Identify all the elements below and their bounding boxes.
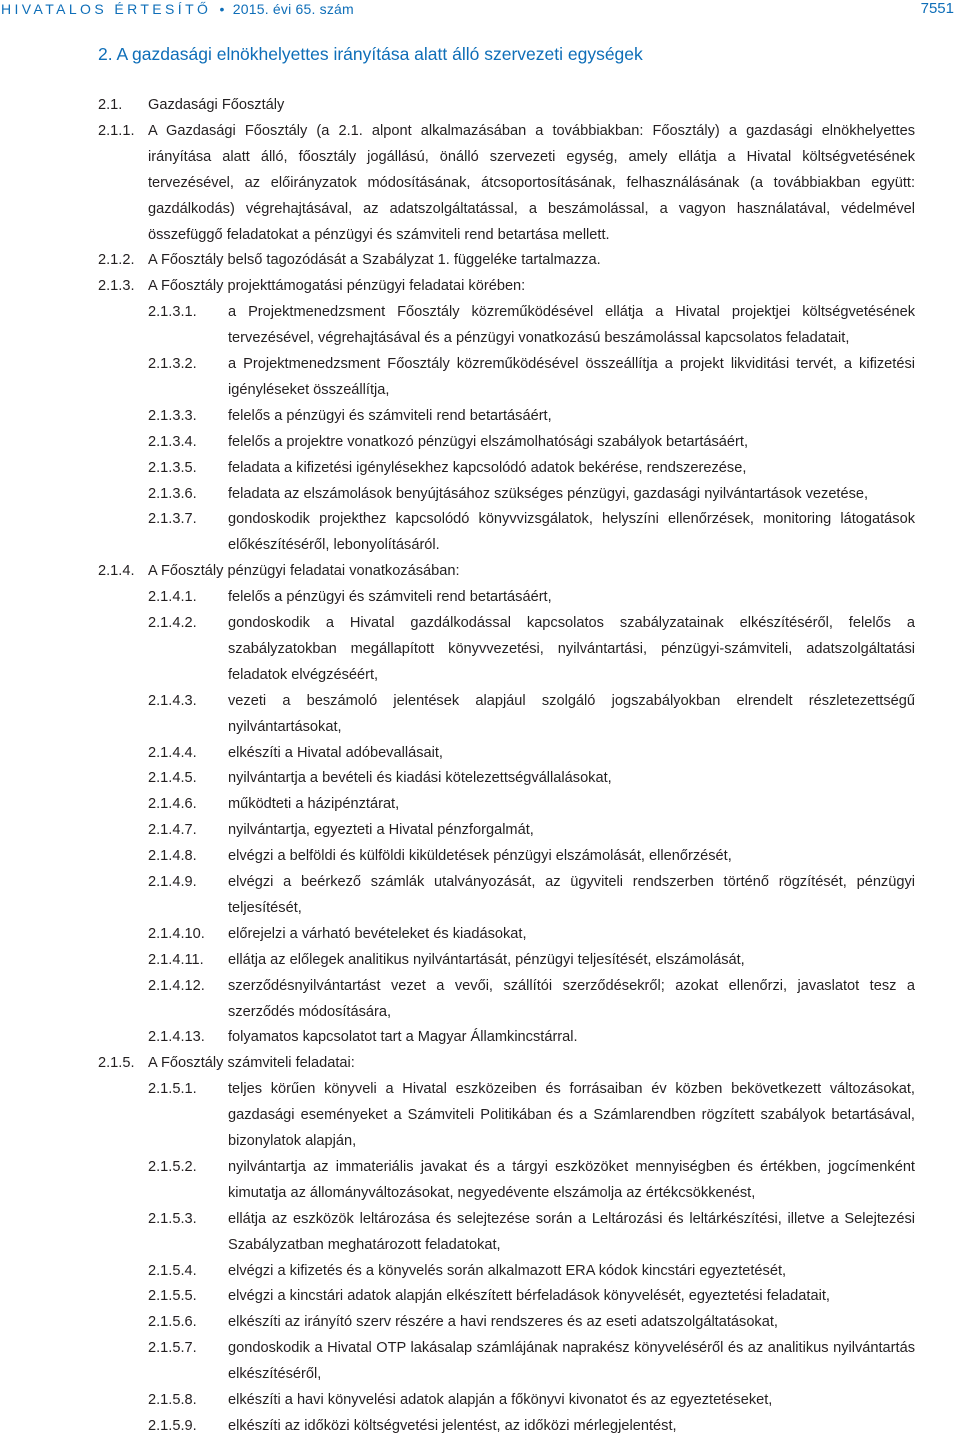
subitem-text-line: felelős a projektre vonatkozó pénzügyi elszámolhatósági szabályok betartásáért,	[228, 433, 748, 450]
subitem-number: 2.1.3.7.	[148, 511, 197, 528]
paragraph-number: 2.1.3.	[98, 278, 135, 295]
subitem-text-line: ellátja az eszközök leltározása és selejtezése során a Leltározási és leltárkészítési, illetve a Selejtezési	[228, 1210, 915, 1227]
subitem-number: 2.1.3.5.	[148, 459, 197, 476]
subitem-text-line: a Projektmenedzsment Főosztály közreműködésével összeállítja a projekt likviditási tervét, a kifizetési	[228, 356, 915, 372]
subitem-text-line: elvégzi a kincstári adatok alapján elkészített bérfeladások könyvelését, egyeztetési feladatait,	[228, 1288, 830, 1305]
subitem-number: 2.1.4.11.	[148, 951, 204, 968]
paragraph-text-line: A Gazdasági Főosztály (a 2.1. alpont alkalmazásában a továbbiakban: Főosztály) a gazdasági elnökhelyettes	[148, 122, 915, 139]
subitem-text-line: Szabályzatban meghatározott feladatokat,	[228, 1236, 501, 1253]
subitem-text-line: elkészíti az irányító szerv részére a havi rendszeres és az eseti adatszolgáltatásokat,	[228, 1314, 778, 1331]
subitem-number: 2.1.4.2.	[148, 615, 197, 631]
subitem-text-line: gondoskodik a Hivatal OTP lakásalap számlájának naprakész könyveléséről és az analitikus nyilvántartás	[228, 1340, 915, 1357]
section-heading-text-line: Gazdasági Főosztály	[148, 97, 285, 113]
subitem-text-line: igényléseket összeállítja,	[228, 381, 390, 398]
subitem-number: 2.1.4.12.	[148, 977, 205, 994]
running-header	[0, 0, 960, 22]
subitem-text-line: szabályzatokban megállapított könyvvezetési, nyilvántartási, pénzügyi-számviteli, adatszolgáltatási	[228, 640, 915, 657]
subitem-text-line: bizonylatok alapján,	[228, 1133, 357, 1149]
subitem-number: 2.1.5.2.	[148, 1158, 197, 1175]
subitem-number: 2.1.4.4.	[148, 744, 197, 761]
subitem-text-line: kimutatja az állományváltozásokat, negyedévente elszámolja az értékcsökkenést,	[228, 1184, 756, 1201]
subitem-text-line: feladata az elszámolások benyújtásához szükséges pénzügyi, gazdasági nyilvántartások vezetése,	[228, 485, 869, 502]
issue-info: 2015. évi 65. szám	[232, 1, 354, 17]
subitem-text-line: elvégzi a belföldi és külföldi kiküldetések pénzügyi elszámolását, ellenőrzését,	[228, 848, 732, 865]
running-title: HIVATALOS ÉRTESÍTŐ • 2015. évi 65. szám	[1, 1, 354, 17]
subitem-text-line: nyilvántartja, egyezteti a Hivatal pénzforgalmát,	[228, 822, 534, 839]
paragraph-text-line: A Főosztály belső tagozódását a Szabályzat 1. függeléke tartalmazza.	[148, 252, 601, 269]
subitem-number: 2.1.5.8.	[148, 1392, 197, 1408]
paragraph-text-line: tervezésével, az előirányzatok módosításának, átcsoportosításának, felhasználásának (a továbbiakban együtt:	[148, 174, 915, 191]
page-number: 7551	[920, 0, 954, 17]
subitem-text-line: feladatok elvégzéséért,	[228, 666, 379, 683]
paragraph-number: 2.1.4.	[98, 563, 135, 580]
subitem-number: 2.1.5.7.	[148, 1340, 197, 1357]
subitem-number: 2.1.4.5.	[148, 770, 197, 787]
subitem-text-line: szerződésnyilvántartást vezet a vevői, szállítói szerződésekről; azokat ellenőrzi, javaslatot tesz a	[228, 977, 915, 994]
subitem-text-line: tervezésével, végrehajtásával és a pénzügyi vonatkozású beszámolással kapcsolatos feladatait,	[228, 330, 850, 347]
subitem-number: 2.1.4.6.	[148, 796, 197, 813]
subitem-number: 2.1.4.3.	[148, 692, 197, 709]
subitem-text-line: vezeti a beszámoló jelentések alapjául szolgáló jogszabályokban elrendelt részletezettségű	[228, 692, 915, 709]
subitem-text-line: folyamatos kapcsolatot tart a Magyar Államkincstárral.	[228, 1029, 578, 1046]
subitem-number: 2.1.4.1.	[148, 589, 197, 606]
subitem-text-line: elvégzi a beérkező számlák utalványozását, az ügyviteli rendszerben történő rögzítését, pénzügyi	[228, 874, 915, 890]
subitem-text-line: gazdasági eseményeket a Számviteli Politikában és a Számlarendben rögzített szabályok betartásával,	[228, 1107, 915, 1124]
paragraph-text-line: A Főosztály számviteli feladatai:	[148, 1055, 355, 1072]
paragraph-text-line: gazdálkodás) végrehajtásával, az adatszolgáltatással, a beszámolással, a vagyon használatával, védelmével	[148, 200, 915, 217]
subitem-text-line: elvégzi a kifizetés és a könyvelés során alkalmazott ERA kódok kincstári egyeztetését,	[228, 1262, 787, 1279]
subitem-number: 2.1.5.6.	[148, 1314, 197, 1331]
paragraph-number: 2.1.5.	[98, 1055, 135, 1072]
paragraph-number: 2.1.1.	[98, 122, 135, 139]
subitem-number: 2.1.3.1.	[148, 304, 197, 321]
subitem-text-line: gondoskodik a Hivatal gazdálkodással kapcsolatos szabályzatainak elkészítéséről, felelős a	[228, 615, 915, 631]
subitem-text-line: nyilvántartja a bevételi és kiadási kötelezettségvállalásokat,	[228, 770, 612, 787]
subitem-text-line: nyilvántartja az immateriális javakat és a tárgyi eszközöket mennyiségben és értékben, jogcímenként	[228, 1158, 915, 1175]
subitem-number: 2.1.3.3.	[148, 407, 197, 424]
paragraph-text-line: összefüggő feladatokat a pénzügyi és számviteli rend betartása mellett.	[148, 226, 610, 243]
publication-name: HIVATALOS ÉRTESÍTŐ	[1, 1, 212, 17]
subitem-text-line: elkészíti a Hivatal adóbevallásait,	[228, 744, 443, 761]
subitem-number: 2.1.3.4.	[148, 433, 197, 450]
subitem-text-line: teljes körűen könyveli a Hivatal eszközeiben és forrásaiban év közben bekövetkezett változásokat,	[228, 1081, 915, 1098]
paragraph-text-line: A Főosztály projekttámogatási pénzügyi feladatai körében:	[148, 278, 526, 295]
subitem-number: 2.1.4.10.	[148, 925, 205, 942]
subitem-number: 2.1.5.4.	[148, 1262, 197, 1279]
subitem-number: 2.1.4.8.	[148, 848, 197, 865]
subitem-number: 2.1.4.13.	[148, 1029, 205, 1046]
subitem-text-line: elkészíti az időközi költségvetési jelentést, az időközi mérlegjelentést,	[228, 1417, 677, 1434]
subitem-text-line: elkészítéséről,	[228, 1366, 322, 1383]
paragraph-text-line: A Főosztály pénzügyi feladatai vonatkozásában:	[148, 563, 460, 580]
subitem-text-line: teljesítését,	[228, 899, 302, 916]
paragraph-text-line: irányítása alatt álló, főosztály jogállású, önálló szervezeti egység, amely ellátja a Hivatal költségvetésének	[148, 148, 915, 165]
subitem-number: 2.1.3.6.	[148, 485, 197, 502]
subitem-text-line: előrejelzi a várható bevételeket és kiadásokat,	[228, 925, 527, 942]
subitem-number: 2.1.5.1.	[148, 1081, 197, 1098]
subitem-text-line: előkészítéséről, lebonyolításáról.	[228, 537, 440, 554]
subitem-text-line: a Projektmenedzsment Főosztály közreműködésével ellátja a Hivatal projektjei költségvetésének	[228, 304, 915, 321]
subitem-text-line: működteti a házipénztárat,	[228, 796, 400, 813]
subitem-text-line: felelős a pénzügyi és számviteli rend betartásáért,	[228, 407, 552, 424]
subitem-number: 2.1.5.5.	[148, 1288, 197, 1305]
subitem-number: 2.1.4.9.	[148, 874, 197, 890]
subitem-text-line: feladata a kifizetési igénylésekhez kapcsolódó adatok bekérése, rendszerezése,	[228, 459, 747, 476]
subitem-number: 2.1.4.7.	[148, 822, 197, 839]
subitem-text-line: szerződés módosítására,	[228, 1003, 392, 1020]
subitem-number: 2.1.5.9.	[148, 1417, 197, 1434]
section-heading-number: 2.1.	[98, 97, 123, 113]
subitem-text-line: elkészíti a havi könyvelési adatok alapján a főkönyvi kivonatot és az egyeztetéseket,	[228, 1392, 773, 1408]
subitem-number: 2.1.3.2.	[148, 356, 197, 372]
subitem-number: 2.1.5.3.	[148, 1210, 197, 1227]
paragraph-number: 2.1.2.	[98, 252, 135, 269]
subitem-text-line: felelős a pénzügyi és számviteli rend betartásáért,	[228, 589, 552, 606]
subitem-text-line: ellátja az előlegek analitikus nyilvántartását, pénzügyi teljesítését, elszámolását,	[228, 951, 745, 968]
subitem-text-line: nyilvántartásokat,	[228, 718, 342, 735]
subitem-text-line: gondoskodik projekthez kapcsolódó könyvvizsgálatok, helyszíni ellenőrzések, monitoring látogatások	[228, 511, 915, 528]
chapter-title: 2. A gazdasági elnökhelyettes irányítása alatt álló szervezeti egységek	[98, 44, 643, 64]
